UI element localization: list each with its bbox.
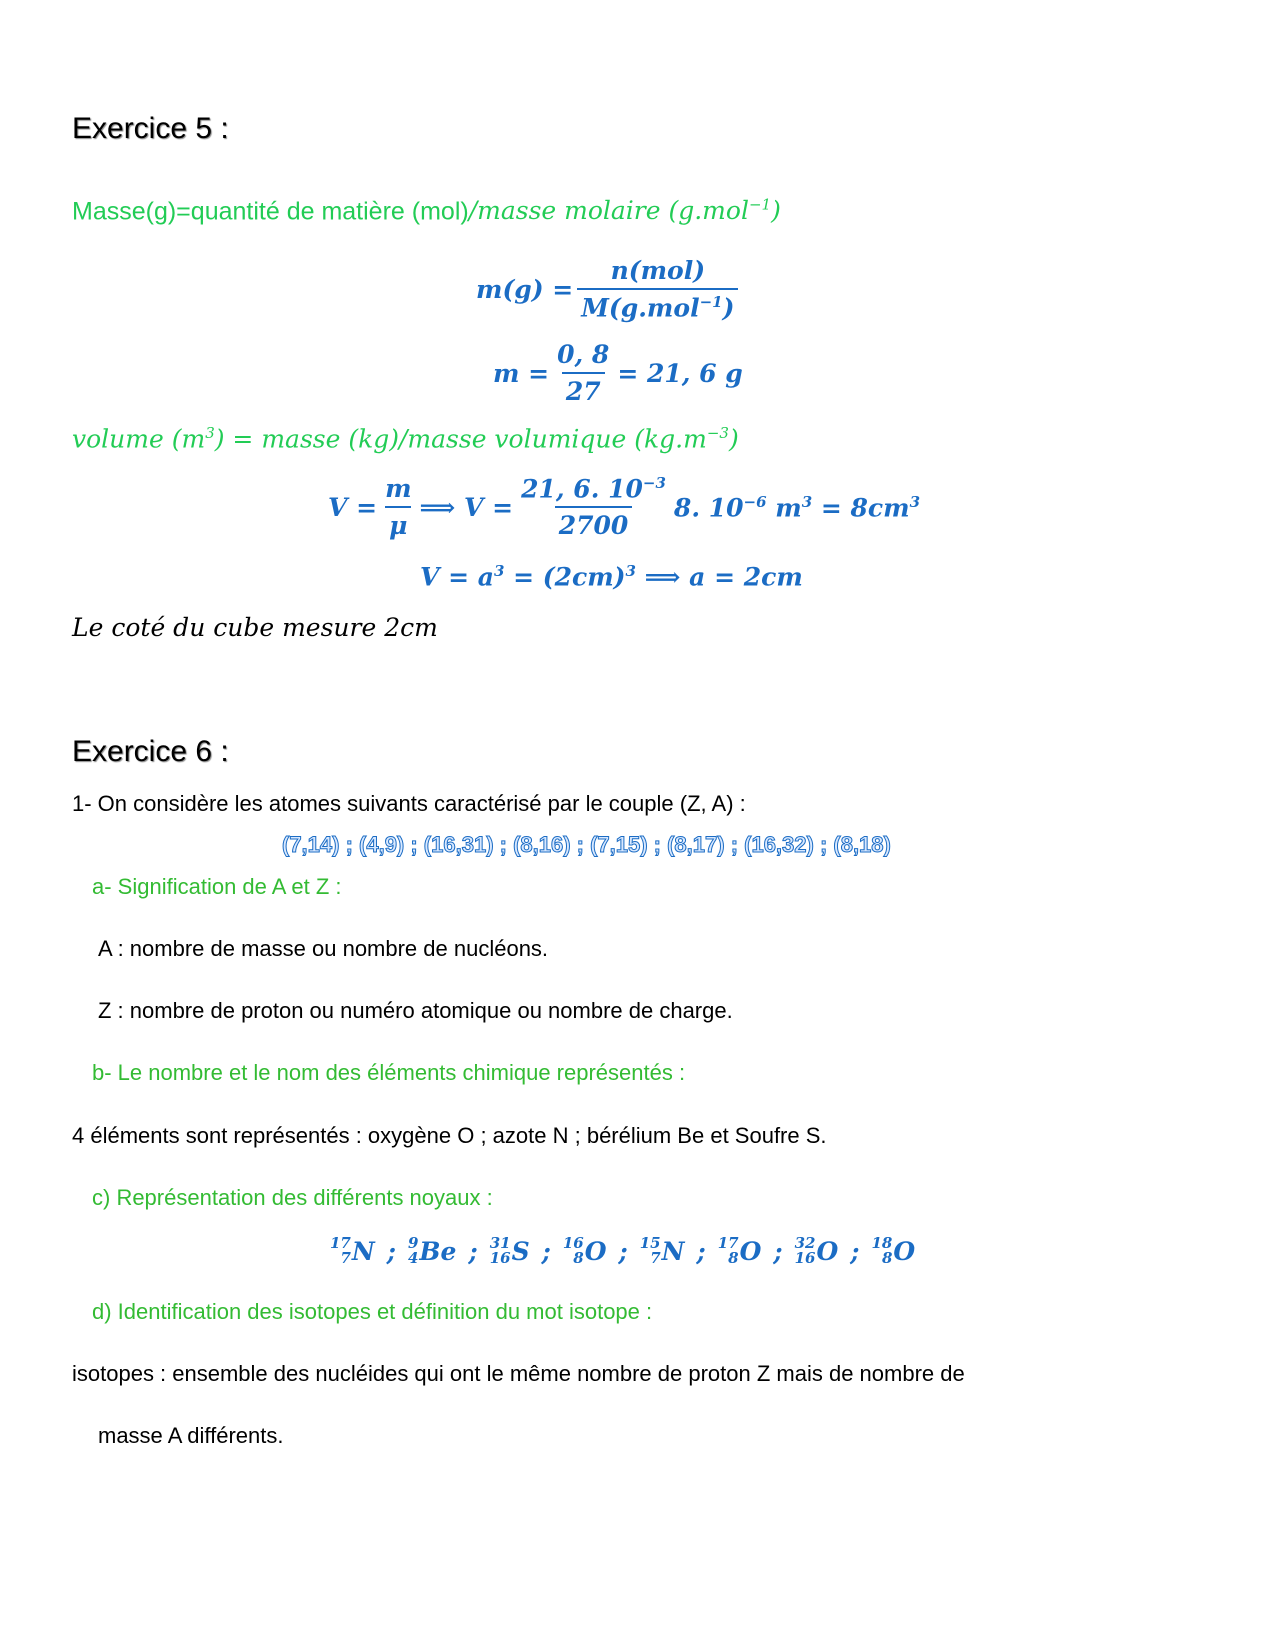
nucleus-o-17 [718,1236,762,1266]
element-symbol: O [816,1236,839,1266]
answer-b: 4 éléments sont représentés : oxygène O ; azote N ; bérélium Be et Soufre S. [72,1123,827,1148]
mass-number: 17 [717,1234,739,1252]
nucleus-numbers [490,1236,511,1266]
eq3-lhs: V = [328,492,378,522]
element-symbol: S [511,1236,530,1266]
answer-a-definition: A : nombre de masse ou nombre de nucléons. [98,936,549,961]
nucleus-numbers [408,1236,418,1266]
eq3-frac1-numerator: m [385,474,412,504]
mass-number: 9 [407,1234,419,1252]
element-symbol: O [584,1236,607,1266]
exercise-6-title: Exercice 6 : [72,735,229,768]
equation-mass-general [476,256,742,322]
separator: ; [386,1236,396,1266]
mass-number: 32 [794,1234,816,1252]
nucleus-numbers [795,1236,816,1266]
separator: ; [468,1236,478,1266]
answer-d-line2: masse A différents. [98,1423,284,1448]
answer-d-line1: isotopes : ensemble des nucléides qui ont le même nombre de proton Z mais de nombre de [72,1361,965,1386]
eq2-numerator: 0, 8 [557,340,610,369]
mass-formula-definition [72,196,781,226]
atomic-number: 7 [340,1249,351,1267]
eq1-numerator: n(mol) [610,256,706,285]
atomic-number: 4 [407,1249,419,1267]
volume-formula-definition: volume $(m^3)$ = masse (kg)/masse volumique $(kg.m^{-3})$ [72,424,739,454]
nucleus-n-15 [640,1236,685,1266]
separator: ; [618,1236,628,1266]
eq3-frac1-denominator: μ [385,506,411,540]
question-a: a- Signification de A et Z : [92,874,342,899]
nucleus-s-31 [490,1236,530,1266]
exercise-5-conclusion: Le coté du cube mesure 2cm [72,613,438,642]
eq3-frac2-denominator: 2700 [555,506,633,540]
nucleus-be-9 [408,1236,456,1266]
equation-mass-calc [493,340,743,406]
nucleus-numbers [330,1236,351,1266]
separator: ; [696,1236,706,1266]
eq1-denominator: M(g.mol$^{-1}$) [577,288,738,322]
nucleus-numbers [718,1236,739,1266]
nucleus-o-18 [872,1236,916,1266]
mass-number: 18 [871,1234,893,1252]
element-symbol: O [739,1236,762,1266]
eq2-lhs: m = [493,358,550,388]
nucleus-numbers [872,1236,893,1266]
element-symbol: N [661,1236,685,1266]
mass-number: 17 [330,1234,351,1252]
eq3-frac2-numerator: 21, 6. $10^{-3}$ [521,474,666,504]
mass-number: 31 [489,1234,511,1252]
mass-formula-text: Masse(g)=quantité de matière (mol) [72,197,469,226]
atomic-number: 8 [881,1249,893,1267]
eq3-result: 8. $10^{-6}$ $m^3 = 8cm^3$ [673,492,920,522]
atomic-number: 7 [650,1249,661,1267]
nucleus-o-32 [795,1236,839,1266]
eq1-lhs: m(g) = [476,274,574,304]
mass-number: 15 [639,1234,661,1252]
equation-volume-calc [328,474,920,540]
equation-cube-side: $V = a^3 = (2cm)^3$ ⟹ a = 2cm [420,562,803,592]
atomic-number: 16 [794,1249,816,1267]
separator: ; [541,1236,551,1266]
question-c: c) Représentation des différents noyaux : [92,1185,493,1210]
element-symbol: N [351,1236,375,1266]
atomic-number: 16 [489,1249,511,1267]
mass-formula-math: /masse molaire (g.mol$^{-1}$) [468,196,781,226]
separator: ; [850,1236,860,1266]
element-symbol: O [893,1236,916,1266]
exercise-5-title: Exercice 5 : [72,112,229,145]
nucleus-numbers [640,1236,661,1266]
nucleus-o-16 [563,1236,607,1266]
eq2-result: = 21, 6 g [617,358,743,388]
eq3-implies: ⟹ V = [419,492,514,522]
question-d: d) Identification des isotopes et définition du mot isotope : [92,1299,653,1324]
separator: ; [773,1236,783,1266]
atomic-number: 8 [573,1249,584,1267]
nucleus-n-17 [330,1236,375,1266]
question-1: 1- On considère les atomes suivants caractérisé par le couple (Z, A) : [72,791,746,816]
atomic-number: 8 [728,1249,739,1267]
nucleus-numbers [563,1236,584,1266]
atom-couples-list: (7,14) ; (4,9) ; (16,31) ; (8,16) ; (7,15) ; (8,17) ; (16,32) ; (8,18) [282,832,891,857]
mass-number: 16 [562,1234,584,1252]
element-symbol: Be [419,1236,457,1266]
eq2-denominator: 27 [562,372,605,406]
nuclei-representations [324,1236,921,1266]
question-b: b- Le nombre et le nom des éléments chimique représentés : [92,1060,686,1085]
answer-z-definition: Z : nombre de proton ou numéro atomique ou nombre de charge. [98,998,733,1023]
